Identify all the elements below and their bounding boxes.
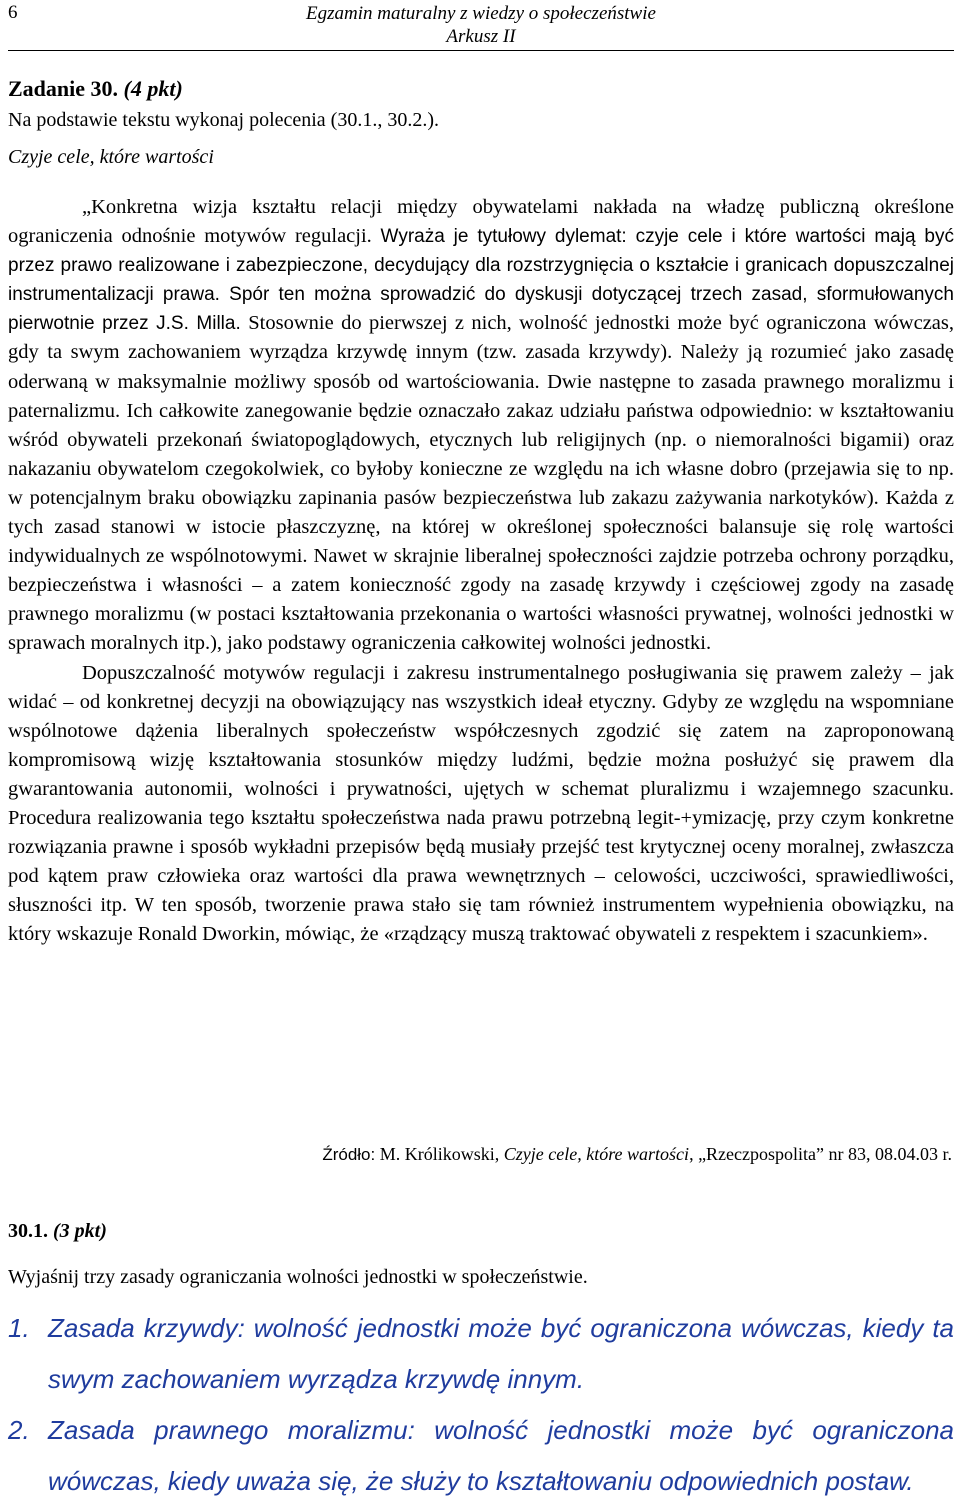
task-instruction: Na podstawie tekstu wykonaj polecenia (30.1., 30.2.). [8,109,440,131]
header-divider [8,50,954,51]
article-paragraph-2: Dopuszczalność motywów regulacji i zakresu instrumentalnego posługiwania się prawem zależy – jak widać – od konkretnej decyzji na obowiązujący nas wszystkich ideał etyczny. Gdyby ze względu na wspomniane wspólnotowe dążenia liberalnych społeczeństw współczesnych zgodzić się zatem na zaproponowaną kompromisową wizję kształtowania stosunków między ludźmi, będzie można posłużyć się prawem dla gwarantowania autonomii, wolności i prywatności, ujętych w schemat pluralizmu i wzajemnego szacunku. Procedura realizowania tego kształtu społeczeństwa nada prawu potrzebną legit-+ymizację, przy czym konkretne rozwiązania prawne i sposób wykładni przepisów będą musiały przejść test krytycznej oceny moralnej, zwłaszcza pod kątem praw człowieka oraz wartości dla prawa wewnętrznych – celowości, uczciwości, sprawiedliwości, słuszności itp. W ten sposób, tworzenie prawa stało się tam również instrumentem wypełnienia obowiązku, na który wskazuje Ronald Dworkin, mówiąc, że «rządzący muszą traktować obywateli z respektem i szacunkiem». [8,661,954,946]
source-label: Źródło: [322,1145,376,1164]
answer-number: 2. [8,1415,30,1445]
question-title [8,1220,107,1243]
paragraph-1-part-a: „Konkretna wizja kształtu relacji między obywatelami nakłada na władzę publiczną określone ograniczenia odnośnie motywów regulacji. [8,196,954,248]
page-number: 6 [8,2,18,23]
paragraph-1-part-c: Stosownie do pierwszej z nich, wolność jednostki może być ograniczona wówczas, gdy ta swym zachowaniem wyrządza krzywdę innym (tzw. zasada krzywdy). Należy ją rozumieć jako zasadę oderwaną w maksymalnie możliwy sposób od wartościowania. Dwie następne to zasada prawnego moralizmu i paternalizmu. Ich całkowite zanegowanie będzie oznaczało zakaz udziału państwa odpowiednio: w kształtowaniu wśród obywateli przekonań światopoglądowych, etycznych lub religijnych (np. o niemoralności bigamii) oraz nakazaniu obywatelom czegokolwiek, co byłoby konieczne ze względu na ich własne dobro (przejawia się to np. w potencjalnym braku obowiązku zapinania pasów bezpieczeństwa lub zakazu zażywania narkotyków). Każda z tych zasad stanowi w istocie płaszczyznę, na której w określonej społeczności balansuje się rolę wartości indywidualnych ze wspólnotowymi. Nawet w skrajnie liberalnej społeczności zajdzie potrzeba ochrony porządku, bezpieczeństwa i własności – a zatem konieczność zgody na zasadę krzywdy i częściowej zgody na zasadę prawnego moralizmu (w postaci kształtowania przekonania o wartości własności prywatnej, wolności jednostki w sprawach moralnych itp.), jako podstawy ograniczenia całkowitej wolności jednostki. [8,312,954,655]
article-text [8,193,954,949]
answer-item [8,1405,954,1507]
question-text: Wyjaśnij trzy zasady ograniczania wolności jednostki w społeczeństwie. [8,1266,588,1288]
header-titles [8,2,954,48]
exam-sheet: Arkusz II [446,26,516,47]
paragraph-1-part-b: Wyraża je tytułowy dylemat: czyje cele i które wartości mają być przez prawo realizowane i zabezpieczone, decydujący dla rozstrzygnięcia o kształcie i granicach dopuszczalnej instrumentalizacji prawa. Spór ten można sprowadzić do dyskusji dotyczącej trzech zasad, sformułowanych pierwotnie przez J.S. Milla. [8,226,954,335]
page-header [8,0,954,48]
source-publication: , „Rzeczpospolita” nr 83, 08.04.03 r. [689,1144,952,1164]
answer-item [8,1303,954,1405]
handwritten-answers [8,1303,954,1507]
source-author: M. Królikowski, [375,1144,504,1164]
answer-text: Zasada prawnego moralizmu: wolność jednostki może być ograniczona wówczas, kiedy uważa się, że służy to kształtowaniu odpowiednich postaw. [48,1415,954,1496]
source-title: Czyje cele, które wartości [503,1144,690,1164]
task-number: Zadanie 30. [8,76,119,101]
exam-title: Egzamin maturalny z wiedzy o społeczeństwie [306,3,656,24]
answer-number: 1. [8,1313,30,1343]
task-title [8,76,183,102]
question-points: (3 pkt) [53,1220,107,1242]
source-citation [322,1144,952,1165]
question-number: 30.1. [8,1220,48,1242]
article-title: Czyje cele, które wartości [8,146,214,168]
answer-text: Zasada krzywdy: wolność jednostki może być ograniczona wówczas, kiedy ta swym zachowaniem wyrządza krzywdę innym. [48,1313,954,1394]
exam-page [8,0,954,1496]
task-points: (4 pkt) [123,76,183,101]
article-paragraph-1 [8,193,954,659]
